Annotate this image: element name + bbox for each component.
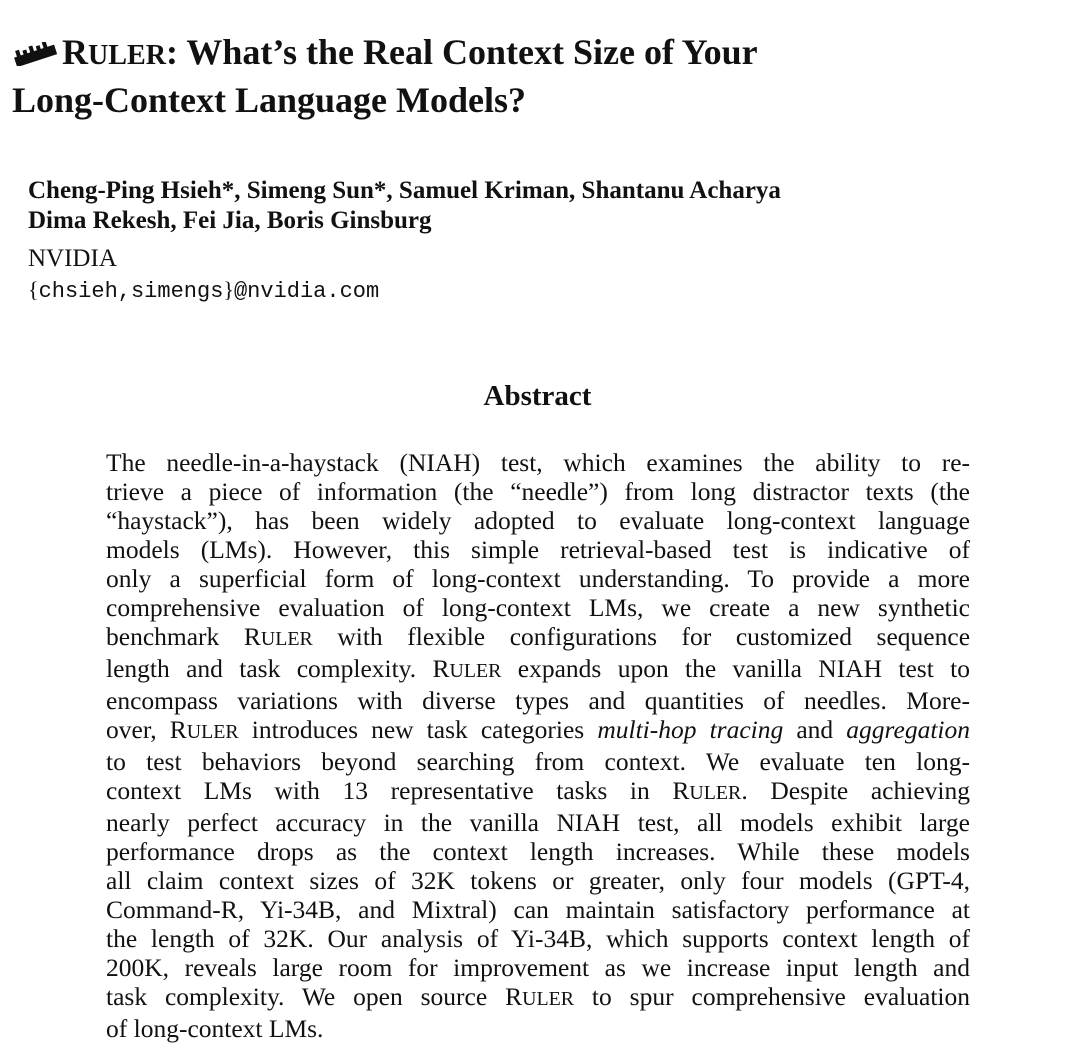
email-names: chsieh,simengs — [38, 279, 224, 304]
abstract-line: benchmark RULER with flexible configurations for customized sequence — [106, 622, 971, 651]
abstract-line: length and task complexity. RULER expands upon the vanilla NIAH test to — [106, 654, 971, 683]
abstract-line: The needle-in-a-haystack (NIAH) test, which examines the ability to re- — [106, 448, 970, 477]
abstract-line: Command-R, Yi-34B, and Mixtral) can maintain satisfactory performance at — [106, 895, 970, 924]
ruler-name-first: R — [432, 654, 450, 683]
abstract-line: 200K, reveals large room for improvement as we increase input length and — [106, 953, 970, 982]
ruler-icon — [12, 32, 58, 76]
abstract-line: of long-context LMs. — [106, 1014, 324, 1043]
ruler-name-rest: ULER — [449, 660, 502, 682]
italic-term-multi-hop: multi-hop tracing — [597, 715, 784, 744]
italic-term-aggregation: aggregation — [846, 715, 971, 744]
ruler-name-rest: ULER — [689, 782, 742, 804]
authors-line-1: Cheng-Ping Hsieh*, Simeng Sun*, Samuel Kriman, Shantanu Acharya — [28, 177, 781, 204]
paper-title — [12, 30, 1072, 122]
abstract-line: task complexity. We open source RULER to spur comprehensive evaluation — [106, 982, 970, 1011]
abstract-body — [106, 448, 970, 1043]
title-line-1-rest: : What’s the Real Context Size of Your — [166, 32, 758, 72]
abstract-heading: Abstract — [483, 380, 592, 412]
abstract-line: models (LMs). However, this simple retrieval-based test is indicative of — [106, 535, 970, 564]
author-email — [28, 275, 379, 307]
abstract-line: over, RULER introduces new task categories multi-hop tracing and aggregation — [106, 715, 971, 744]
authors-line-2: Dima Rekesh, Fei Jia, Boris Ginsburg — [28, 207, 432, 234]
affiliation: NVIDIA — [28, 245, 117, 272]
email-open-brace: { — [28, 277, 39, 302]
abstract-line: performance drops as the context length increases. While these models — [106, 837, 970, 866]
abstract-line: trieve a piece of information (the “needle”) from long distractor texts (the — [106, 477, 970, 506]
abstract-line: comprehensive evaluation of long-context LMs, we create a new synthetic — [106, 593, 970, 622]
ruler-name-first: R — [243, 622, 261, 651]
abstract-line: context LMs with 13 representative tasks in RULER. Despite achieving — [106, 776, 970, 805]
ruler-name-rest: ULER — [522, 988, 575, 1010]
abstract-line: “haystack”), has been widely adopted to evaluate long-context language — [106, 506, 970, 535]
email-close-brace: } — [223, 277, 234, 302]
abstract-line: to test behaviors beyond searching from context. We evaluate ten long- — [106, 747, 970, 776]
title-line-2: Long-Context Language Models? — [12, 80, 527, 120]
ruler-name-first: R — [169, 715, 187, 744]
ruler-name-first: R — [505, 982, 523, 1011]
title-ruler-first-letter: R — [62, 32, 88, 72]
title-ruler-rest: ULER — [88, 40, 167, 71]
author-list — [28, 176, 1028, 236]
ruler-name-rest: ULER — [260, 628, 313, 650]
abstract-line: only a superficial form of long-context understanding. To provide a more — [106, 564, 970, 593]
ruler-name-rest: ULER — [186, 721, 239, 743]
title-line-1 — [12, 30, 1072, 78]
ruler-name-first: R — [672, 776, 690, 805]
abstract-line: nearly perfect accuracy in the vanilla NIAH test, all models exhibit large — [106, 808, 970, 837]
abstract-line: encompass variations with diverse types and quantities of needles. More- — [106, 686, 970, 715]
abstract-line: the length of 32K. Our analysis of Yi-34B, which supports context length of — [106, 924, 970, 953]
email-domain: @nvidia.com — [233, 279, 380, 304]
abstract-line: all claim context sizes of 32K tokens or greater, only four models (GPT-4, — [106, 866, 970, 895]
